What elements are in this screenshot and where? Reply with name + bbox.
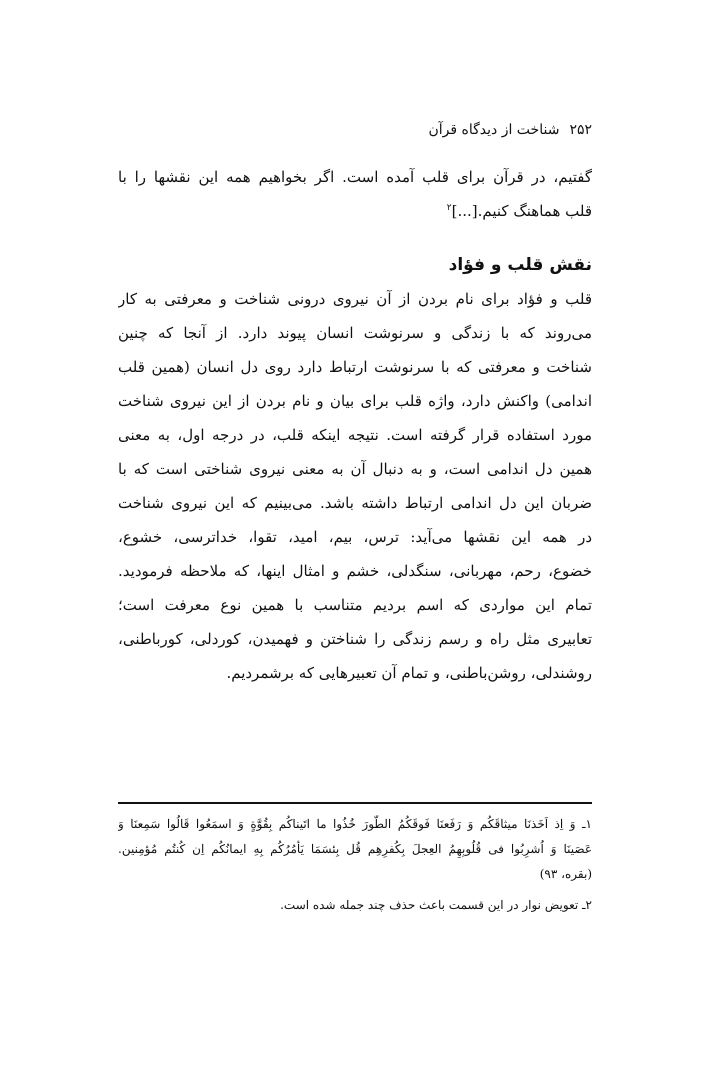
body-line: روشندلی، روشن‌باطنی، و تمام آن تعبیرهایی که برشمردیم. — [226, 664, 592, 682]
body-line: تمام این مواردی که اسم بردیم متناسب با همین نوع معرفت است؛ — [118, 596, 592, 614]
body-line: خضوع، رحم، مهربانی، سنگدلی، خشم و امثال اینها، که ملاحظه فرمودید. — [118, 562, 592, 580]
body-line: تعابیری مثل راه و رسم زندگی را شناختن و فهمیدن، کوردلی، کورباطنی، — [118, 630, 592, 648]
running-title: شناخت از دیدگاه قرآن — [428, 122, 560, 138]
body-line: قلب و فؤاد برای نام بردن از آن نیروی درونی شناخت و معرفتی به کار — [118, 290, 592, 308]
body-paragraph — [118, 282, 592, 690]
footnote-1-line-1: ۱ـ وَ اِذ اَخَذنَا میثاقَکُم وَ رَفَعنَا فَوقَکُمُ الطّورَ خُذُوا ما اتَیناکُم بِقُوَّةٍ وَ اسمَعُوا قَالُوا سَمِعنَا وَ — [118, 817, 592, 831]
body-line: در همه این نقشها می‌آید: ترس، بیم، امید، تقوا، خداترسی، خشوع، — [118, 528, 592, 546]
footnotes — [118, 812, 592, 918]
intro-line-1: گفتیم، در قرآن برای قلب آمده است. اگر بخواهیم همه این نقشها را با — [118, 168, 592, 186]
footnote-1-line-3: (بقره، ۹۳) — [539, 867, 592, 881]
body-line: ضربان این دل اندامی ارتباط داشته باشد. می‌بینیم که این نیروی شناخت — [118, 494, 592, 512]
body-line: اندامی) واکنش دارد، واژه قلب برای بیان و نام بردن از این نیروی شناخت — [118, 392, 592, 410]
intro-line-2 — [118, 194, 592, 228]
section-heading: نقش قلب و فؤاد — [448, 255, 592, 275]
body-line: همین دل اندامی است، و به دنبال آن به معنی نیروی شناختی است که با — [118, 460, 592, 478]
body-line: مورد استفاده قرار گرفته است. نتیجه اینکه قلب، در درجه اول، به معنی — [118, 426, 592, 444]
intro-paragraph — [118, 160, 592, 228]
footnote-2: ۲ـ تعویض نوار در این قسمت باعث حذف چند جمله شده است. — [280, 898, 592, 912]
body-line: می‌روند که با زندگی و سرنوشت انسان پیوند دارد. از آنجا که چنین — [118, 324, 592, 342]
page-number: ۲۵۲ — [569, 122, 592, 138]
footnote-divider — [118, 802, 592, 804]
running-header — [420, 122, 592, 138]
footnote-1-line-2: عَصَینَا وَ اُشرِبُوا فی قُلُوبِهِمُ العِجلَ بِکُفرِهِم قُل بِئسَمَا یَأمُرُکُم بِهِ ایمانُکُم اِن کُنتُم مُؤمِنین. — [118, 842, 592, 856]
footnote-marker: ۲ — [446, 203, 452, 213]
intro-line-2-text: قلب هماهنگ کنیم.[...] — [451, 202, 592, 220]
body-line: شناخت و معرفتی که با سرنوشت ارتباط دارد روی دل انسان (همین قلب — [118, 358, 592, 376]
